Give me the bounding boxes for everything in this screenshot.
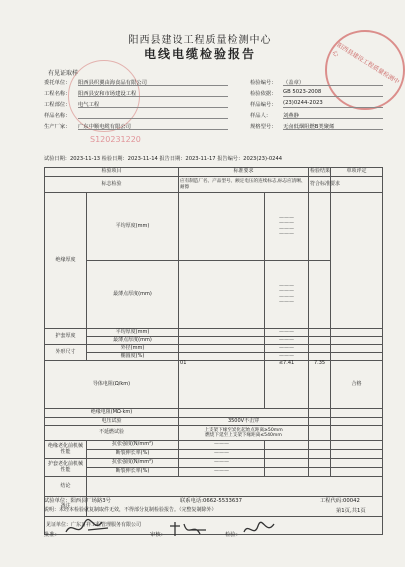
inspector-label: 样品人： bbox=[250, 113, 272, 119]
mark-result: 符合标准要求 bbox=[309, 177, 331, 193]
spec-label: 规格型号： bbox=[250, 124, 277, 130]
resist-result: 7.35 bbox=[309, 361, 331, 409]
resist-judge: 合格 bbox=[331, 361, 383, 409]
project-value: 阳西县安和市场建设工程 bbox=[78, 89, 228, 97]
dash: ——— bbox=[265, 345, 309, 353]
sheath-thick-label: 护套厚度 bbox=[45, 329, 87, 345]
ins-thick-label: 绝缘厚度 bbox=[45, 193, 87, 329]
std-label: 检验依据： bbox=[250, 91, 277, 97]
mark-req: 应有制造厂名、产品型号、额定电压的连续标志,标志应清晰、耐擦 bbox=[179, 177, 309, 193]
voltage-label: 电压试验 bbox=[45, 418, 179, 426]
cert-code: S120231220 bbox=[90, 135, 141, 144]
h-judge: 单项评定 bbox=[331, 168, 383, 177]
remark-label: 备注 bbox=[45, 497, 87, 517]
resist-row: 01 bbox=[179, 361, 265, 409]
resist-req: ≤7.41 bbox=[265, 361, 309, 409]
resist-label: 导体电阻(Ω/km) bbox=[45, 361, 179, 409]
dash: ——— bbox=[265, 337, 309, 345]
mech2-label: 护套老化前机械性能 bbox=[45, 459, 87, 477]
report-no-value: （盖章） bbox=[283, 78, 383, 86]
part-label: 工程部位： bbox=[44, 102, 71, 108]
tester-signature bbox=[240, 518, 280, 542]
footer-page: 第1页,共1页 bbox=[336, 508, 366, 514]
sample-label: 样品名称： bbox=[44, 113, 71, 119]
reviewer-signature bbox=[166, 518, 210, 542]
part-value: 电气工程 bbox=[78, 100, 228, 108]
approve-label: 批准： bbox=[44, 532, 60, 538]
stamp-right bbox=[325, 30, 405, 110]
spec-value: 无卤低烟阻燃B类聚烯 bbox=[283, 122, 383, 130]
mech1-label: 绝缘老化前机械性能 bbox=[45, 441, 87, 459]
flame-req1: 上支架下缘至炭化起始点距离≥50mm bbox=[204, 427, 283, 433]
elong2-label: 断裂伸长率(%) bbox=[87, 468, 179, 477]
dash: ——— bbox=[179, 468, 265, 477]
outer-label: 外径(mm) bbox=[87, 345, 179, 353]
h-result: 检验结果 bbox=[309, 168, 331, 177]
flame-req2: 燃烧下延至上支架下缘距离≤540mm bbox=[205, 433, 282, 438]
client-value: 阳西县织翼由海食品有限公司 bbox=[78, 78, 228, 86]
sheath-min-label: 最薄点厚度(mm) bbox=[87, 337, 179, 345]
cert-label: 有见证取样 bbox=[48, 70, 79, 77]
footer-note: 说明：未经本检验就复制取件无效，不得部分复制检验报告。（完整复制除外） bbox=[44, 507, 217, 513]
min-thick-label: 最薄点厚度(mm) bbox=[87, 261, 179, 329]
report-no-label: 检验编号： bbox=[250, 80, 277, 86]
footer-tel: 联系电话:0662-5533637 bbox=[180, 498, 242, 504]
maker-label: 生产厂家： bbox=[44, 124, 71, 130]
approver-signature bbox=[62, 516, 112, 540]
sample-no-label: 样品编号： bbox=[250, 102, 277, 108]
witness-line: 见证单位：广东万祥工程管理服务有限公司 bbox=[45, 517, 383, 535]
oval-label: 椭圆度(%) bbox=[87, 353, 179, 361]
footer-addr: 试验单位：阳西县厂场路3号 bbox=[44, 498, 111, 504]
flame-req bbox=[179, 426, 309, 441]
tensile1-label: 抗张强度(N/mm²) bbox=[87, 441, 179, 450]
dash: ——— bbox=[179, 441, 265, 450]
results-table: 检验项目 标准要求 检验结果 单项评定 标志检验 应有制造厂名、产品型号、额定电压的连续标志,标志应清晰、耐擦 符合标准要求 绝缘厚度 平均厚度(mm) ——— ——— ——— ——— 最薄点厚度(mm) ——— ——— ——— ——— 护套厚度 平均厚度(mm) ——— 最薄点厚度(mm) ——— 外形尺寸 外径(mm) ——— 椭圆度(%) ——— 导体电阻(Ω/km) 01 ≤7.41 7.35 合格 绝缘电阻(MΩ·km) 电压试验 3500V不击穿 不延燃试验 上支架下缘至炭化起始点距离≥50mm 燃烧下延至上支架下缘距离≤540mm 绝缘老化前机械性能 抗张强度(N/mm²) ——— 断裂伸长率(%) ——— 护套老化前机械性能 抗张强度(N/mm²) ——— 断裂伸长率(%) ——— 结论 备注 见证单位：广东万祥工程管理服务有限公司 bbox=[44, 167, 383, 535]
review-label: 审核： bbox=[150, 532, 166, 538]
h-item: 检验项目 bbox=[45, 168, 179, 177]
maker-value: 广东中顺电缆有限公司 bbox=[78, 122, 228, 130]
h-req: 标准要求 bbox=[179, 168, 309, 177]
dash: ——— bbox=[265, 329, 309, 337]
elong1-label: 断裂伸长率(%) bbox=[87, 450, 179, 459]
dims-label: 外形尺寸 bbox=[45, 345, 87, 361]
voltage-req: 3500V不击穿 bbox=[179, 418, 309, 426]
sheath-avg-label: 平均厚度(mm) bbox=[87, 329, 179, 337]
sample-no-value: (23)0244-2023 bbox=[283, 100, 383, 108]
std-value: GB 5023-2008 bbox=[283, 89, 383, 97]
footer-no: 工程代码:00042 bbox=[320, 498, 360, 504]
inspector-value: 刘燕静 bbox=[283, 111, 383, 119]
sample-value bbox=[78, 111, 228, 119]
ins-resist-label: 绝缘电阻(MΩ·km) bbox=[45, 409, 179, 418]
project-label: 工程名称： bbox=[44, 91, 71, 97]
client-label: 委托单位： bbox=[44, 80, 71, 86]
avg-thick-label: 平均厚度(mm) bbox=[87, 193, 179, 261]
tensile2-label: 抗张强度(N/mm²) bbox=[87, 459, 179, 468]
dash: ——— bbox=[179, 450, 265, 459]
dash: ——— bbox=[179, 459, 265, 468]
test-label: 检验： bbox=[225, 532, 241, 538]
stamp-text: 阳西县建设工程质量检测中心 bbox=[330, 41, 401, 86]
dates-line: 试验日期：2023-11-13 检验日期：2023-11-14 报告日期：2023-11-17 报告编号：2023(23)-0244 bbox=[44, 156, 283, 162]
dash: ——— bbox=[265, 353, 309, 361]
report-title: 电线电缆检验报告 bbox=[143, 47, 256, 61]
institute-title: 阳西县建设工程质量检测中心 bbox=[128, 35, 272, 46]
mark-label: 标志检验 bbox=[45, 177, 179, 193]
conclusion-label: 结论 bbox=[45, 477, 87, 497]
flame-label: 不延燃试验 bbox=[45, 426, 179, 441]
